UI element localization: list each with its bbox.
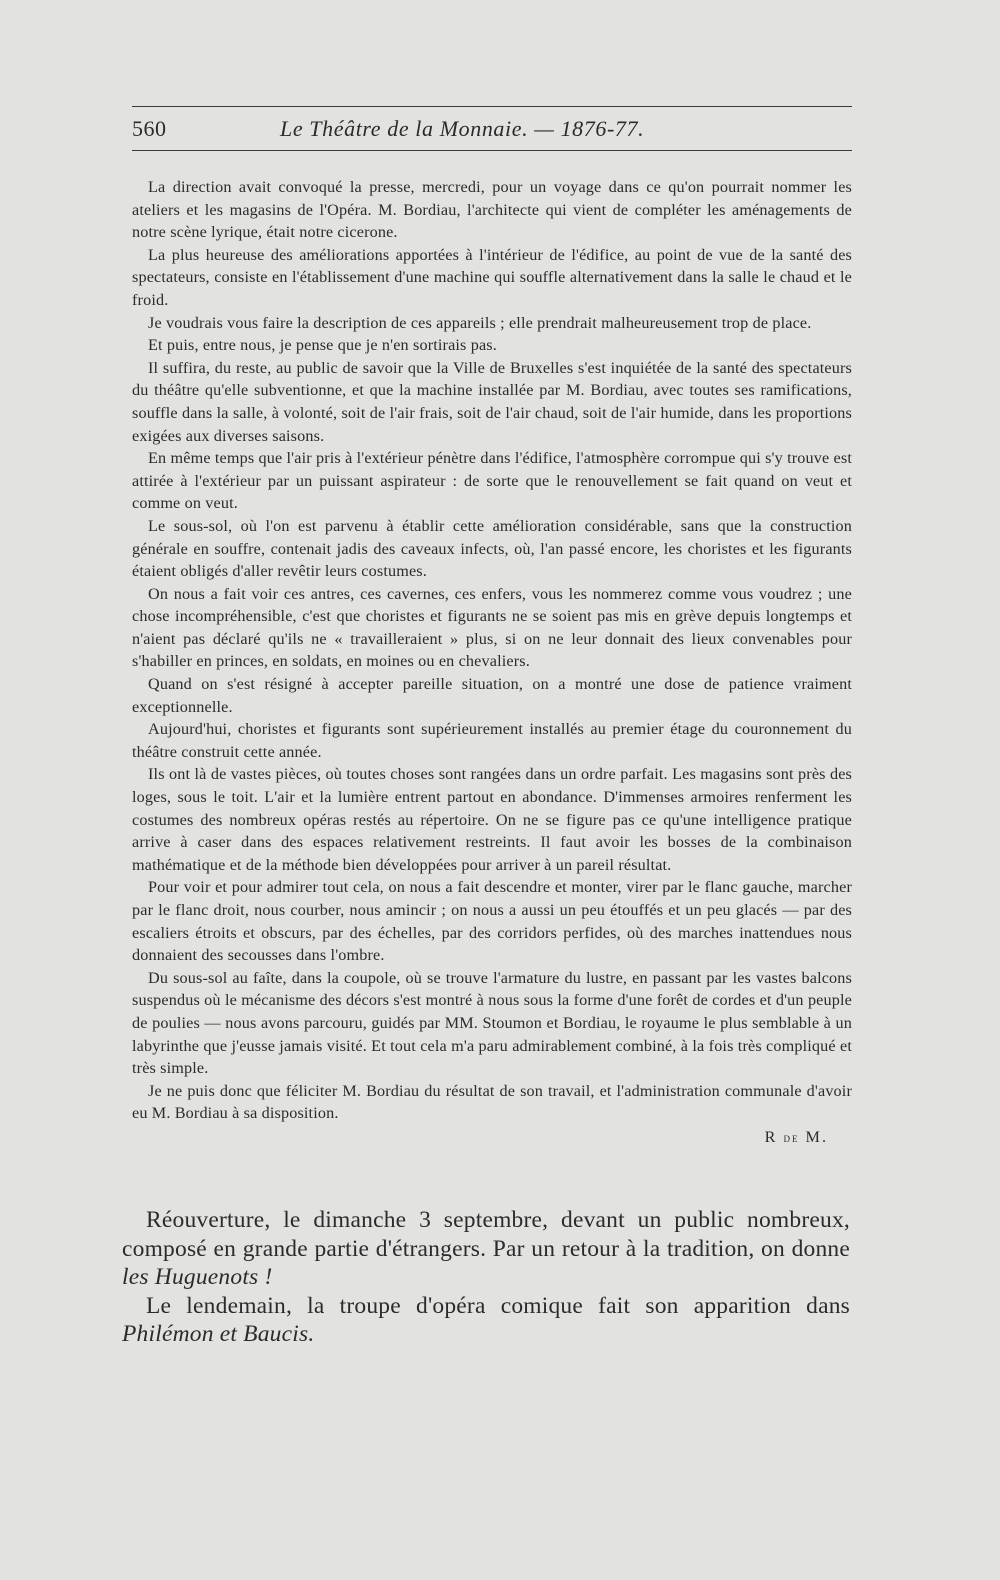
article-paragraph: Le sous-sol, où l'on est parvenu à établir cette amélioration considérable, sans que la construction générale en souffre, contenait jadis des caveaux infects, où, l'an passé encore, les choristes et les figurants étaient obligés d'aller revêtir leurs costumes. xyxy=(132,516,852,581)
article-paragraph: La direction avait convoqué la presse, mercredi, pour un voyage dans ce qu'on pourrait nommer les ateliers et les magasins de l'Opéra. M. Bordiau, l'architecte qui vient de compléter les aménagements de notre scène lyrique, était notre cicerone. xyxy=(132,178,852,242)
narrative-text xyxy=(122,1206,850,1349)
narrative-paragraph xyxy=(122,1206,850,1292)
article-paragraph: Du sous-sol au faîte, dans la coupole, où se trouve l'armature du lustre, en passant par les vastes balcons suspendus où le mécanisme des décors s'est montré à nous sous la forme d'une forêt de cordes et d'un peuple de poulies — nous avons parcouru, guidés par MM. Stoumon et Bordiau, le royaume le plus semblable à un labyrinthe que j'eusse jamais visité. Et tout cela m'a paru admirablement combiné, à la fois très compliqué et très simple. xyxy=(132,968,852,1078)
header-bottom-rule xyxy=(132,150,852,151)
article-paragraph: Quand on s'est résigné à accepter pareille situation, on a montré une dose de patience vraiment exceptionnelle. xyxy=(132,675,852,716)
article-paragraph: Ils ont là de vastes pièces, où toutes choses sont rangées dans un ordre parfait. Les magasins sont près des loges, sous le toit. L'air et la lumière entrent partout en abondance. D'immenses armoires renferment les costumes des nombreux opéras restés au répertoire. On ne se figure pas ce qu'une intelligence pratique arrive à caser dans des espaces relativement restreints. Il faut avoir les bosses de la combinaison mathématique et de la méthode bien développées pour arriver à un pareil résultat. xyxy=(132,765,852,874)
newspaper-article xyxy=(132,176,852,1150)
article-paragraph: En même temps que l'air pris à l'extérieur pénètre dans l'édifice, l'atmosphère corrompue qui s'y trouve est attirée à l'extérieur par un puissant aspirateur : de sorte que le renouvellement se fait quand on veut et comme on veut. xyxy=(132,449,852,513)
running-head xyxy=(132,112,852,146)
article-signature xyxy=(132,1126,852,1150)
narrative-paragraph xyxy=(122,1292,850,1349)
opera-title-italic: Philémon et Baucis. xyxy=(122,1321,315,1347)
article-paragraph: On nous a fait voir ces antres, ces cavernes, ces enfers, vous les nommerez comme vous voudrez ; une chose incompréhensible, c'est que choristes et figurants ne se soient pas mis en grève depuis longtemps et n'aient pas déclaré qu'ils ne « travailleraient » plus, si on ne leur donnait des lieux convenables pour s'habiller en princes, en soldats, en moines ou en chevaliers. xyxy=(132,584,852,671)
article-paragraph: Je voudrais vous faire la description de ces appareils ; elle prendrait malheureusement trop de place. xyxy=(148,313,812,332)
article-paragraph: Il suffira, du reste, au public de savoir que la Ville de Bruxelles s'est inquiétée de la santé des spectateurs du théâtre qu'elle subventionne, et que la machine installée par M. Bordiau, avec toutes ses ramifications, souffle dans la salle, à volonté, soit de l'air frais, soit de l'air chaud, soit de l'air humide, dans les proportions exigées aux diverses saisons. xyxy=(132,358,852,445)
signature-particle: de xyxy=(783,1129,800,1145)
running-title: Le Théâtre de la Monnaie. — 1876-77. xyxy=(280,116,645,141)
article-paragraph: Pour voir et pour admirer tout cela, on nous a fait descendre et monter, virer par le flanc gauche, marcher par le flanc droit, nous courber, nous amincir ; on nous a aussi un peu étouffés et un peu glacés — par des escaliers étroits et obscurs, par des échelles, par des corridors perfides, où des marches inattendues nous donnaient des secousses dans l'ombre. xyxy=(132,878,852,965)
page-number: 560 xyxy=(132,116,167,141)
signature-initial: R xyxy=(764,1127,778,1146)
signature-final: M. xyxy=(805,1127,828,1146)
article-paragraph: Je ne puis donc que féliciter M. Bordiau du résultat de son travail, et l'administration communale d'avoir eu M. Bordiau à sa disposition. xyxy=(132,1081,852,1123)
opera-title-italic: les Huguenots ! xyxy=(122,1264,273,1290)
article-paragraph: Aujourd'hui, choristes et figurants sont supérieurement installés au premier étage du couronnement du théâtre construit cette année. xyxy=(132,720,852,761)
header-top-rule xyxy=(132,106,852,107)
narrative-text-run: Le lendemain, la troupe d'opéra comique fait son apparition dans xyxy=(146,1292,850,1319)
narrative-text-run: Réouverture, le dimanche 3 septembre, devant un public nombreux, composé en grande partie d'étrangers. Par un retour à la tradition, on donne xyxy=(122,1207,850,1262)
article-paragraph: Et puis, entre nous, je pense que je n'en sortirais pas. xyxy=(148,336,497,355)
article-paragraph: La plus heureuse des améliorations apportées à l'intérieur de l'édifice, au point de vue de la santé des spectateurs, consiste en l'établissement d'une machine qui souffle alternativement dans la salle le chaud et le froid. xyxy=(132,245,852,309)
